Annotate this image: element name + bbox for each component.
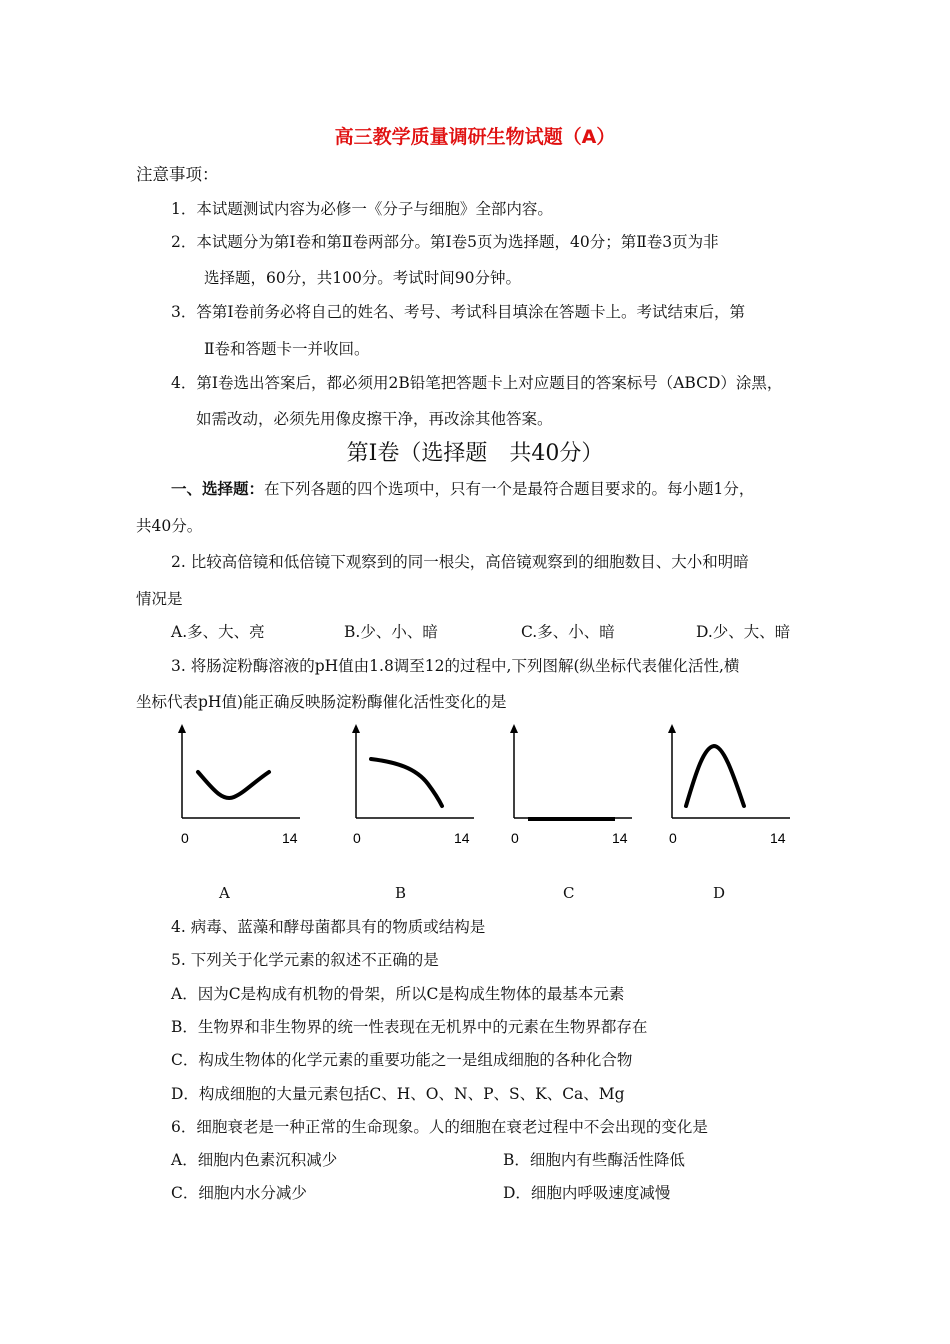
q5-option-d: D．构成细胞的大量元素包括C、H、O、N、P、S、K、Ca、Mg [171,1085,625,1103]
graph-c [504,722,644,852]
q2-option-d: D.少、大、暗 [696,623,791,641]
graph-d [662,722,802,852]
q5-option-b: B．生物界和非生物界的统一性表现在无机界中的元素在生物界都存在 [171,1018,648,1036]
q2-option-a: A.多、大、亮 [171,623,265,641]
graph-b [346,722,486,852]
graph-c-svg [504,722,644,852]
q6-option-d: D．细胞内呼吸速度减慢 [503,1184,671,1202]
q5-option-a: A．因为C是构成有机物的骨架，所以C是构成生物体的最基本元素 [171,985,625,1003]
q6-option-c: C．细胞内水分减少 [171,1184,307,1202]
note-item-4-cont: 如需改动，必须先用像皮擦干净，再改涂其他答案。 [196,410,553,428]
q6-stem: 6．细胞衰老是一种正常的生命现象。人的细胞在衰老过程中不会出现的变化是 [171,1118,708,1136]
graph-a-svg [172,722,312,852]
graph-d-svg [662,722,802,852]
note-item-3: 3．答第Ⅰ卷前务必将自己的姓名、考号、考试科目填涂在答题卡上。考试结束后，第 [171,303,745,321]
notes-heading: 注意事项： [136,165,219,184]
q6-option-b: B．细胞内有些酶活性降低 [503,1151,685,1169]
graph-c-x-end: 14 [612,830,628,846]
graph-c-label: C [563,884,575,902]
graph-a [172,722,312,852]
graph-a-label: A [219,884,230,902]
graph-b-curve [371,759,442,806]
note-item-2: 2．本试题分为第Ⅰ卷和第Ⅱ卷两部分。第Ⅰ卷5页为选择题，40分；第Ⅱ卷3页为非 [171,233,719,251]
graph-d-x-start: 0 [669,830,677,846]
q2-option-b: B.少、小、暗 [344,623,438,641]
q2-stem: 2. 比较高倍镜和低倍镜下观察到的同一根尖，高倍镜观察到的细胞数目、大小和明暗 [171,553,749,571]
q2-option-c: C.多、小、暗 [521,623,615,641]
graph-b-label: B [395,884,407,902]
q3-stem: 3. 将肠淀粉酶溶液的pH值由1.8调至12的过程中,下列图解(纵坐标代表催化活性,横 [171,657,740,675]
q3-stem-cont: 坐标代表pH值)能正确反映肠淀粉酶催化活性变化的是 [136,693,507,711]
note-item-4: 4．第Ⅰ卷选出答案后，都必须用2B铅笔把答题卡上对应题目的答案标号（ABCD）涂黑， [171,374,783,392]
instruction-cont: 共40分。 [136,517,203,535]
graph-c-x-start: 0 [511,830,519,846]
q6-option-a: A．细胞内色素沉积减少 [171,1151,338,1169]
q5-option-c: C．构成生物体的化学元素的重要功能之一是组成细胞的各种化合物 [171,1051,633,1069]
note-item-3-cont: Ⅱ卷和答题卡一并收回。 [204,340,370,358]
graph-a-x-end: 14 [282,830,298,846]
section-title: 第Ⅰ卷（选择题 共40分） [346,441,604,466]
graph-d-y-arrow [668,724,676,733]
graph-d-x-end: 14 [770,830,786,846]
graph-b-x-end: 14 [454,830,470,846]
graph-d-curve [686,746,744,806]
graph-b-y-arrow [352,724,360,733]
instruction-line [171,479,754,499]
graph-b-x-start: 0 [353,830,361,846]
q2-stem-cont: 情况是 [136,590,183,608]
graph-d-label: D [713,884,726,902]
instruction-label: 一、选择题： [171,479,265,498]
graph-a-x-start: 0 [181,830,189,846]
document-title: 高三教学质量调研生物试题（A） [334,126,616,148]
note-item-1: 1．本试题测试内容为必修一《分子与细胞》全部内容。 [171,200,553,218]
graph-a-curve [198,772,269,798]
graph-b-svg [346,722,486,852]
q5-stem: 5. 下列关于化学元素的叙述不正确的是 [171,951,439,969]
note-item-2-cont: 选择题，60分，共100分。考试时间90分钟。 [204,269,522,287]
q4-stem: 4. 病毒、蓝藻和酵母菌都具有的物质或结构是 [171,918,486,936]
graph-a-y-arrow [178,724,186,733]
graph-c-y-arrow [510,724,518,733]
instruction-text: 在下列各题的四个选项中，只有一个是最符合题目要求的。每小题1分， [264,480,755,498]
